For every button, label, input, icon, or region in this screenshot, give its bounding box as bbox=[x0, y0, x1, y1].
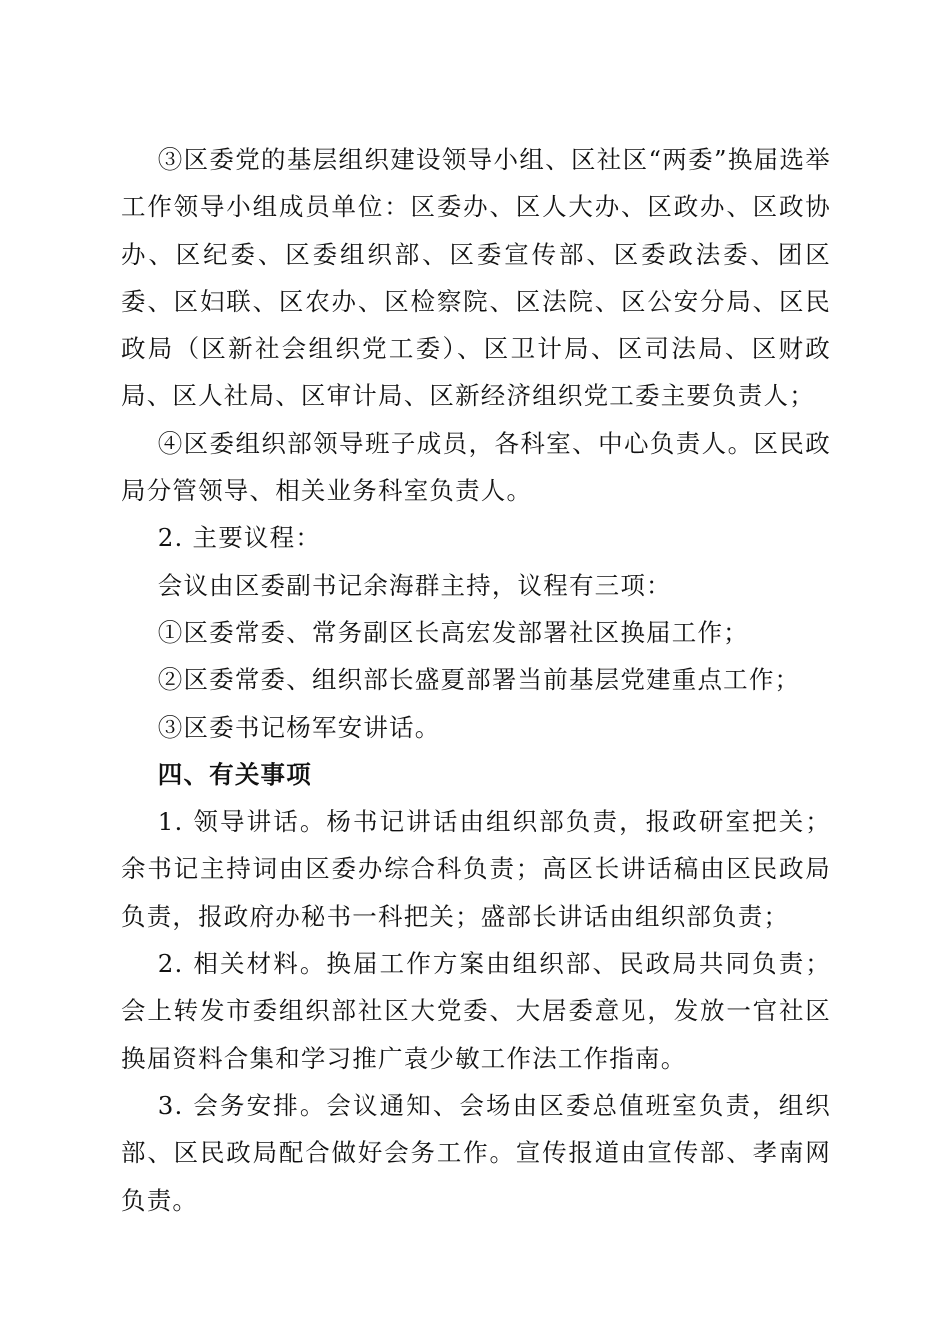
agenda-intro: 会议由区委副书记余海群主持，议程有三项： bbox=[157, 570, 672, 600]
section-heading-related-matters: 四、有关事项 bbox=[157, 759, 312, 789]
participant-units-paragraph: ③区委党的基层组织建设领导小组、区社区“两委”换届选举工作领导小组成员单位：区委办、区人大办、区政办、区政协办、区纪委、区委组织部、区委宣传部、区委政法委、团区委、区妇联、区农办、区检察院、区法院、区公安分局、区民政局（区新社会组织党工委）、区卫计局、区司法局、区财政局、区人社局、区审计局、区新经济组织党工委主要负责人； bbox=[121, 145, 831, 411]
agenda-item-3: ③区委书记杨军安讲话。 bbox=[157, 712, 441, 742]
item-related-materials: 2. 相关材料。换届工作方案由组织部、民政局共同负责；会上转发市委组织部社区大党委、大居委意见，发放一官社区换届资料合集和学习推广袁少敏工作法工作指南。 bbox=[121, 949, 831, 1073]
organization-dept-members-paragraph: ④区委组织部领导班子成员，各科室、中心负责人。区民政局分管领导、相关业务科室负责人。 bbox=[121, 428, 831, 506]
document-page bbox=[121, 136, 831, 1224]
agenda-item-2: ②区委常委、组织部长盛夏部署当前基层党建重点工作； bbox=[157, 665, 801, 695]
agenda-item-1: ①区委常委、常务副区长高宏发部署社区换届工作； bbox=[157, 617, 749, 647]
agenda-heading: 2. 主要议程： bbox=[157, 523, 322, 553]
item-meeting-arrangements: 3. 会务安排。会议通知、会场由区委总值班室负责，组织部、区民政局配合做好会务工作。宣传报道由宣传部、孝南网负责。 bbox=[121, 1090, 831, 1215]
item-leader-speeches: 1. 领导讲话。杨书记讲话由组织部负责，报政研室把关；余书记主持词由区委办综合科负责；高区长讲话稿由区民政局负责，报政府办秘书一科把关；盛部长讲话由组织部负责； bbox=[121, 807, 831, 931]
